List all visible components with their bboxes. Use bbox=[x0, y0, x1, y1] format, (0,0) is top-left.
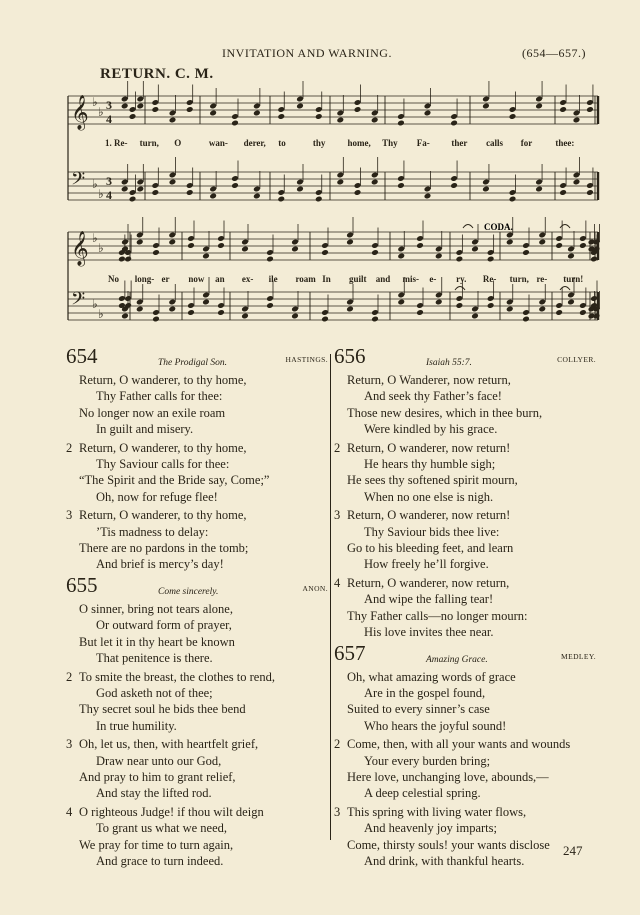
hymn-range: (654—657.) bbox=[522, 46, 586, 60]
lyric-syllable: thy bbox=[312, 138, 326, 148]
verse-line: When no one else is nigh. bbox=[364, 489, 494, 504]
verse-line: But let it in thy heart be known bbox=[79, 634, 235, 649]
verse-line: Thy secret soul he bids thee bend bbox=[79, 702, 246, 717]
verse-line: Return, O wanderer, to thy home, bbox=[79, 373, 247, 387]
note-head bbox=[538, 239, 546, 246]
note-head bbox=[118, 256, 126, 263]
lyric-syllable: No bbox=[108, 274, 119, 284]
verse-line: God asketh not of thee; bbox=[96, 685, 213, 700]
note-head bbox=[416, 309, 424, 316]
note-head bbox=[371, 249, 379, 256]
hymn-subtitle: Amazing Grace. bbox=[426, 654, 488, 665]
lyric-syllable: 1. Re- bbox=[105, 138, 128, 148]
note-head bbox=[586, 106, 594, 113]
note-head bbox=[266, 256, 274, 263]
verse-line: Return, O wanderer, to thy home, bbox=[79, 440, 247, 455]
verse-line: Return, O wanderer, to thy home, bbox=[79, 508, 247, 523]
note-head bbox=[186, 189, 194, 196]
note-head bbox=[321, 249, 329, 256]
verse-line: And wipe the falling tear! bbox=[364, 592, 494, 607]
note-head bbox=[136, 239, 144, 246]
stanza bbox=[66, 669, 328, 735]
verse-line: Thy Saviour bids thee live: bbox=[364, 524, 500, 539]
verse-line: Thy Father calls for thee: bbox=[96, 389, 223, 404]
note-head bbox=[424, 193, 432, 200]
stanza bbox=[66, 804, 328, 870]
stanza-number: 2 bbox=[66, 440, 73, 455]
note-head bbox=[522, 249, 530, 256]
verse-line: In guilt and misery. bbox=[96, 422, 194, 437]
note-head bbox=[121, 313, 129, 320]
note-head bbox=[509, 113, 517, 120]
verse-line: Oh, let us, then, with heartfelt grief, bbox=[79, 737, 259, 752]
hymn-tune-name: COLLYER. bbox=[557, 355, 596, 364]
note-head bbox=[209, 193, 217, 200]
hymn-tune-name: MEDLEY. bbox=[561, 651, 596, 661]
lyric-syllable: In bbox=[322, 274, 331, 284]
verse-line: How freely he’ll forgive. bbox=[364, 557, 489, 572]
bass-clef-icon: 𝄢 bbox=[71, 289, 86, 314]
note-head bbox=[471, 313, 479, 320]
verse-line: Come, then, with all your wants and wounds bbox=[347, 737, 571, 752]
stanza-number: 4 bbox=[66, 804, 73, 819]
note-head bbox=[586, 189, 594, 196]
verse-line: And drink, with thankful hearts. bbox=[364, 853, 525, 868]
hymn-657 bbox=[334, 640, 596, 870]
stanza-number: 2 bbox=[66, 669, 73, 684]
time-signature: 3 bbox=[106, 174, 112, 188]
note-head bbox=[535, 103, 543, 110]
lyric-syllable: er bbox=[161, 274, 170, 284]
hymn-number: 656 bbox=[334, 344, 366, 368]
note-head bbox=[346, 306, 354, 313]
note-head bbox=[354, 106, 362, 113]
flat-icon: ♭ bbox=[92, 95, 98, 109]
stanza bbox=[334, 440, 596, 506]
note-head bbox=[253, 193, 261, 200]
verse-line: Oh, what amazing words of grace bbox=[347, 669, 516, 684]
verse-line: He sees thy softened spirit mourn, bbox=[347, 473, 518, 488]
note-head bbox=[277, 113, 285, 120]
note-head bbox=[416, 242, 424, 249]
lyric-syllable: wan- bbox=[208, 138, 228, 148]
lyric-line bbox=[108, 274, 583, 284]
stanza-number: 3 bbox=[334, 804, 341, 819]
lyric-syllable: Re- bbox=[482, 274, 497, 284]
note-head bbox=[202, 299, 210, 306]
page-number: 247 bbox=[563, 843, 583, 858]
note-head bbox=[266, 302, 274, 309]
verse-line: O righteous Judge! if thou wilt deign bbox=[79, 804, 264, 819]
fermata-icon bbox=[560, 225, 570, 229]
note-head bbox=[397, 253, 405, 260]
lyric-syllable: ther bbox=[451, 138, 468, 148]
verse-line: Or outward form of prayer, bbox=[96, 618, 232, 633]
note-head bbox=[296, 186, 304, 193]
lyric-syllable: now bbox=[188, 274, 205, 284]
lyric-syllable: home, bbox=[347, 138, 371, 148]
note-head bbox=[217, 242, 225, 249]
verse-line: His love invites thee near. bbox=[364, 625, 494, 640]
lyric-syllable: turn, bbox=[139, 138, 159, 148]
hymn-header bbox=[334, 640, 596, 669]
hymn-656 bbox=[334, 344, 596, 641]
note-head bbox=[346, 239, 354, 246]
note-head bbox=[253, 110, 261, 117]
hymn-header bbox=[66, 344, 328, 372]
bass-staff bbox=[68, 157, 598, 202]
note-head bbox=[579, 242, 587, 249]
note-head bbox=[121, 103, 129, 110]
verse-line: And stay the lifted rod. bbox=[96, 786, 212, 801]
verse-line: Return, O wanderer, now return, bbox=[347, 575, 510, 590]
stanza-number: 3 bbox=[66, 737, 73, 752]
time-signature: 3 bbox=[106, 98, 112, 112]
note-head bbox=[187, 309, 195, 316]
right-column bbox=[334, 344, 596, 875]
stanza bbox=[334, 804, 596, 870]
music-score bbox=[0, 0, 640, 345]
verse-line: Draw near unto our God, bbox=[96, 753, 222, 768]
note-head bbox=[471, 246, 479, 253]
tune-title: RETURN. C. M. bbox=[100, 66, 214, 82]
verse-line: In true humility. bbox=[96, 718, 177, 733]
stanza-number: 2 bbox=[334, 737, 341, 752]
note-head bbox=[202, 253, 210, 260]
note-head bbox=[397, 182, 405, 189]
lyric-syllable: turn, bbox=[509, 274, 529, 284]
note-head bbox=[573, 179, 581, 186]
note-head bbox=[168, 239, 176, 246]
note-head bbox=[559, 189, 567, 196]
note-head bbox=[121, 186, 129, 193]
verse-line: To smite the breast, the clothes to rend, bbox=[79, 669, 275, 684]
hymn-tune-name: ANON. bbox=[302, 583, 328, 593]
verse-line: Your every burden bring; bbox=[364, 753, 491, 768]
music-system bbox=[68, 217, 600, 322]
verse-line: Return, O wanderer, now return! bbox=[347, 440, 511, 455]
note-head bbox=[152, 249, 160, 256]
verse-line: Those new desires, which in thee burn, bbox=[347, 405, 543, 420]
lyric-syllable: roam bbox=[295, 274, 316, 284]
verse-line: Were kindled by his grace. bbox=[364, 422, 498, 437]
hymn-subtitle: Come sincerely. bbox=[158, 586, 219, 597]
lyric-syllable: e- bbox=[429, 274, 437, 284]
flat-icon: ♭ bbox=[98, 187, 104, 201]
note-head bbox=[169, 117, 177, 124]
stanza bbox=[334, 736, 596, 802]
verse-line: No longer now an exile roam bbox=[79, 405, 226, 420]
lyric-syllable: ry. bbox=[456, 274, 467, 284]
note-head bbox=[168, 306, 176, 313]
note-head bbox=[538, 306, 546, 313]
lyric-syllable: ile bbox=[268, 274, 278, 284]
lyric-syllable: guilt bbox=[349, 274, 367, 284]
note-head bbox=[291, 313, 299, 320]
flat-icon: ♭ bbox=[92, 177, 98, 191]
note-head bbox=[487, 256, 495, 263]
note-head bbox=[315, 196, 323, 203]
note-head bbox=[136, 306, 144, 313]
lyric-syllable: Thy bbox=[382, 138, 398, 148]
bass-clef-icon: 𝄢 bbox=[71, 169, 86, 194]
time-signature: 4 bbox=[106, 188, 112, 202]
stanza bbox=[66, 736, 328, 802]
note-head bbox=[555, 242, 563, 249]
note-head bbox=[506, 306, 514, 313]
note-head bbox=[424, 110, 432, 117]
verse-line: Go to his bleeding feet, and learn bbox=[347, 541, 514, 556]
verse-line: Who hears the joyful sound! bbox=[364, 718, 507, 733]
note-head bbox=[136, 103, 144, 110]
note-head bbox=[231, 120, 239, 127]
stanza bbox=[66, 440, 328, 506]
hymn-subtitle: The Prodigal Son. bbox=[158, 358, 228, 368]
section-title: INVITATION AND WARNING. bbox=[222, 46, 392, 60]
note-head bbox=[209, 110, 217, 117]
fermata-icon bbox=[560, 287, 570, 291]
note-head bbox=[579, 309, 587, 316]
verse-line: And pray to him to grant relief, bbox=[79, 769, 236, 784]
note-head bbox=[371, 316, 379, 323]
note-head bbox=[482, 103, 490, 110]
note-head bbox=[315, 113, 323, 120]
note-head bbox=[590, 256, 598, 263]
time-signature: 4 bbox=[106, 112, 112, 126]
note-head bbox=[371, 117, 379, 124]
verse-line: Oh, now for refuge flee! bbox=[96, 489, 218, 504]
lyric-syllable: re- bbox=[536, 274, 548, 284]
note-head bbox=[535, 186, 543, 193]
note-head bbox=[336, 117, 344, 124]
stanza-number: 4 bbox=[334, 575, 341, 590]
hymn-tune-name: HASTINGS. bbox=[285, 355, 328, 364]
verse-line: Come, thirsty souls! your wants disclose bbox=[347, 837, 550, 852]
note-head bbox=[354, 189, 362, 196]
lyric-syllable: an bbox=[215, 274, 225, 284]
note-head bbox=[321, 316, 329, 323]
verse-line: And seek thy Father’s face! bbox=[364, 389, 502, 404]
note-head bbox=[371, 179, 379, 186]
stanza bbox=[66, 507, 328, 573]
note-head bbox=[397, 299, 405, 306]
verse-line: He hears thy humble sigh; bbox=[364, 457, 496, 472]
hymn-number: 657 bbox=[334, 640, 366, 665]
treble-staff bbox=[68, 217, 600, 267]
stanza bbox=[66, 601, 328, 667]
stanza bbox=[334, 669, 596, 735]
note-head bbox=[456, 256, 464, 263]
note-head bbox=[241, 313, 249, 320]
stanza bbox=[334, 575, 596, 641]
hymn-654 bbox=[66, 344, 328, 573]
lyric-syllable: calls bbox=[486, 138, 504, 148]
left-column bbox=[66, 344, 328, 875]
lyric-syllable: turn! bbox=[563, 274, 584, 284]
lyric-syllable: and bbox=[375, 274, 391, 284]
stanza-number: 2 bbox=[334, 440, 341, 455]
flat-icon: ♭ bbox=[92, 297, 98, 311]
flat-icon: ♭ bbox=[98, 241, 104, 255]
fermata-icon bbox=[455, 287, 465, 291]
note-head bbox=[506, 239, 514, 246]
note-head bbox=[567, 299, 575, 306]
verse-line: We pray for time to turn again, bbox=[79, 837, 234, 852]
lyric-syllable: derer, bbox=[243, 138, 266, 148]
lyric-syllable: for bbox=[520, 138, 533, 148]
stanza bbox=[66, 372, 328, 438]
note-head bbox=[522, 316, 530, 323]
verse-line: And heavenly joy imparts; bbox=[364, 821, 497, 836]
note-head bbox=[151, 189, 159, 196]
coda-label: CODA. bbox=[484, 222, 513, 232]
verse-line: This spring with living water flows, bbox=[347, 804, 527, 819]
note-head bbox=[291, 246, 299, 253]
note-head bbox=[435, 253, 443, 260]
verse-line: A deep celestial spring. bbox=[364, 786, 481, 801]
verse-line: And brief is mercy’s day! bbox=[96, 557, 224, 572]
note-head bbox=[186, 106, 194, 113]
flat-icon: ♭ bbox=[98, 105, 104, 119]
note-head bbox=[456, 302, 464, 309]
note-head bbox=[509, 196, 517, 203]
verse-line: “The Spirit and the Bride say, Come;” bbox=[79, 473, 270, 488]
lyric-syllable: to bbox=[278, 138, 286, 148]
verse-line: Thy Father calls—no longer mourn: bbox=[347, 608, 528, 623]
note-head bbox=[151, 106, 159, 113]
lyric-syllable: long- bbox=[134, 274, 155, 284]
hymn-header bbox=[66, 572, 328, 601]
note-head bbox=[187, 242, 195, 249]
note-head bbox=[567, 253, 575, 260]
note-head bbox=[277, 196, 285, 203]
note-head bbox=[482, 186, 490, 193]
treble-staff bbox=[68, 81, 598, 131]
hymn-number: 654 bbox=[66, 344, 98, 368]
note-head bbox=[169, 179, 177, 186]
note-head bbox=[487, 302, 495, 309]
verse-line: There are no pardons in the tomb; bbox=[79, 541, 249, 556]
note-head bbox=[397, 120, 405, 127]
lyric-syllable: O bbox=[174, 138, 182, 148]
verse-line: O sinner, bring not tears alone, bbox=[79, 601, 233, 616]
verse-line: Suited to every sinner’s case bbox=[347, 702, 490, 717]
note-head bbox=[450, 182, 458, 189]
fermata-icon bbox=[463, 225, 473, 229]
note-head bbox=[555, 309, 563, 316]
treble-clef-icon: 𝄞 bbox=[71, 231, 89, 266]
stanza bbox=[334, 372, 596, 438]
lyric-syllable: mis- bbox=[402, 274, 420, 284]
verse-line: Are in the gospel found, bbox=[364, 685, 486, 700]
note-head bbox=[573, 117, 581, 124]
verse-line: Return, O wanderer, now return! bbox=[347, 508, 511, 523]
note-head bbox=[124, 256, 132, 263]
verse-line: That penitence is there. bbox=[96, 651, 213, 666]
verse-line: And grace to turn indeed. bbox=[96, 853, 224, 868]
verse-line: To grant us what we need, bbox=[96, 821, 228, 836]
column-divider bbox=[330, 354, 331, 840]
note-head bbox=[231, 182, 239, 189]
note-head bbox=[336, 179, 344, 186]
stanza-number: 3 bbox=[334, 508, 341, 523]
verse-line: Thy Saviour calls for thee: bbox=[96, 457, 230, 472]
verse-line: Here love, unchanging love, abounds,— bbox=[347, 769, 549, 784]
note-head bbox=[136, 186, 144, 193]
note-head bbox=[217, 309, 225, 316]
note-head bbox=[450, 120, 458, 127]
flat-icon: ♭ bbox=[92, 231, 98, 245]
treble-clef-icon: 𝄞 bbox=[71, 95, 89, 130]
verse-line: Return, O Wanderer, now return, bbox=[347, 373, 511, 387]
note-head bbox=[435, 299, 443, 306]
stanza bbox=[334, 507, 596, 573]
hymn-655 bbox=[66, 572, 328, 870]
hymn-number: 655 bbox=[66, 572, 98, 597]
flat-icon: ♭ bbox=[98, 307, 104, 321]
lyric-syllable: Fa- bbox=[416, 138, 430, 148]
note-head bbox=[296, 103, 304, 110]
note-head bbox=[559, 106, 567, 113]
stanza-number: 3 bbox=[66, 508, 73, 523]
note-head bbox=[152, 316, 160, 323]
hymn-header bbox=[334, 344, 596, 372]
lyric-line bbox=[105, 138, 574, 148]
note-head bbox=[129, 196, 137, 203]
hymn-subtitle: Isaiah 55:7. bbox=[426, 358, 472, 368]
lyric-syllable: ex- bbox=[241, 274, 254, 284]
note-head bbox=[129, 113, 137, 120]
lyric-syllable: thee: bbox=[555, 138, 575, 148]
note-head bbox=[241, 246, 249, 253]
verse-line: ’Tis madness to delay: bbox=[96, 524, 209, 539]
